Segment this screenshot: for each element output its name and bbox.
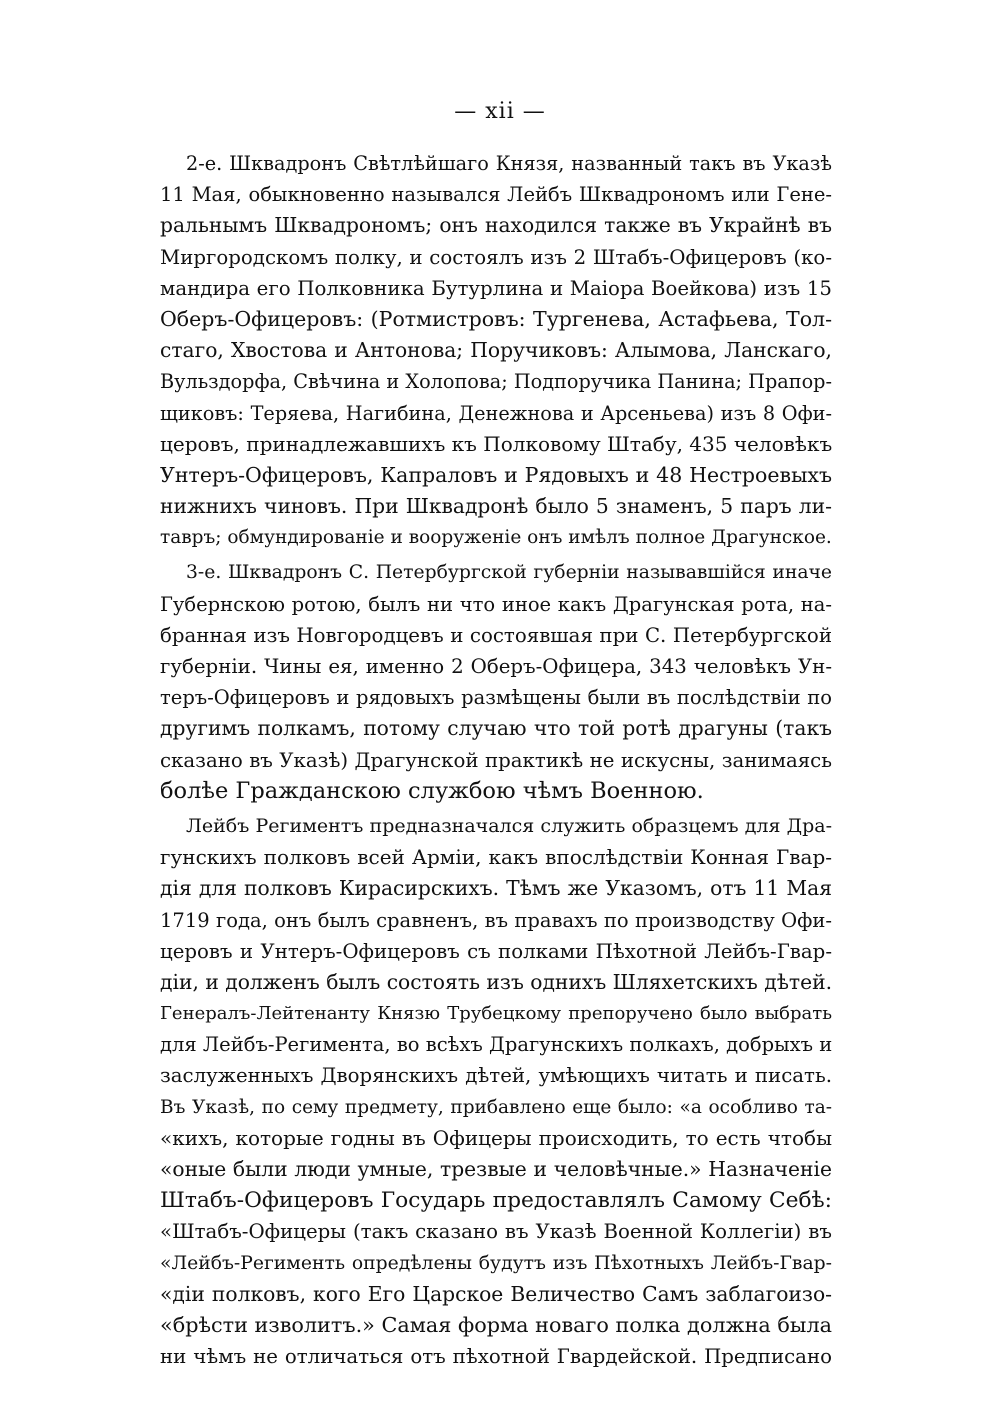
text-line: «діи полковъ, кого Его Царское Величество Самъ заблагоизо- — [160, 1281, 832, 1306]
text-line: для Лейбъ-Регимента, во всѣхъ Драгунскихъ полкахъ, добрыхъ и — [160, 1033, 833, 1057]
text-line: щиковъ: Теряева, Нагибина, Денежнова и Арсеньева) изъ 8 Офи- — [160, 401, 832, 425]
text-line: «кихъ, которые годны въ Офицеры происходить, то есть чтобы — [160, 1125, 832, 1150]
text-line: бранная изъ Новгородцевъ и состоявшая при С. Петербургской — [160, 623, 832, 647]
text-line: сказано въ Указѣ) Драгунской практикѣ не искусны, занимаясь — [160, 748, 832, 772]
paragraph — [160, 557, 832, 807]
text-line: «оные были люди умные, трезвые и человѣчные.» Назначеніе — [160, 1157, 832, 1181]
text-line: губерніи. Чины ея, именно 2 Оберъ-Офицера, 343 человѣкъ Ун- — [160, 655, 832, 678]
text-line: тавръ; обмундированіе и вооруженіе онъ имѣлъ полное Драгунское. — [160, 527, 832, 549]
paragraph — [160, 811, 832, 1372]
paragraph — [160, 148, 832, 553]
text-line: 2-е. Шквадронъ Свѣтлѣйшаго Князя, названный такъ въ Указѣ — [186, 152, 832, 175]
text-line: ральнымъ Шквадрономъ; онъ находился также въ Украйнѣ въ — [160, 213, 832, 238]
text-line: церовъ, принадлежавшихъ къ Полковому Штабу, 435 человѣкъ — [160, 431, 833, 456]
text-line: церовъ и Унтеръ-Офицеровъ съ полками Пѣхотной Лейбъ-Гвар- — [160, 939, 832, 963]
page-number: — xii — — [454, 99, 546, 124]
text-line: теръ-Офицеровъ и рядовыхъ размѣщены были въ послѣдствіи по — [160, 686, 832, 710]
text-line: заслуженныхъ Дворянскихъ дѣтей, умѣющихъ читать и писать. — [160, 1064, 832, 1088]
text-line: болѣе Гражданскою службою чѣмъ Военною. — [160, 777, 704, 804]
text-line: другимъ полкамъ, потому случаю что той ротѣ драгуны (такъ — [160, 716, 832, 741]
text-line: 11 Мая, обыкновенно назывался Лейбъ Шквадрономъ или Гене- — [160, 183, 832, 207]
text-line: Въ Указѣ, по сему предмету, прибавлено еще было: «а особливо та- — [160, 1096, 832, 1118]
text-line: Генералъ-Лейтенанту Князю Трубецкому препоручено было выбрать — [160, 1003, 832, 1025]
text-line: Миргородскомъ полку, и состоялъ изъ 2 Штабъ-Офицеровъ (ко- — [160, 245, 832, 269]
text-line: Штабъ-Офицеровъ Государь предоставлялъ Самому Себѣ: — [160, 1188, 832, 1214]
text-line: дія для полковъ Кирасирскихъ. Тѣмъ же Указомъ, отъ 11 Мая — [160, 876, 832, 901]
text-line: гунскихъ полковъ всей Арміи, какъ впослѣдствіи Конная Гвар- — [160, 845, 832, 870]
text-line: Губернскою ротою, былъ ни что иное какъ Драгунская рота, на- — [160, 592, 832, 616]
text-line: «Штабъ-Офицеры (такъ сказано въ Указѣ Военной Коллегіи) въ — [160, 1220, 832, 1244]
text-line: нижнихъ чиновъ. При Шквадронѣ было 5 знаменъ, 5 паръ ли- — [160, 494, 832, 519]
text-line: «брѣсти изволитъ.» Самая форма новаго полка должна была — [160, 1312, 832, 1337]
text-line: «Лейбъ-Регименть опредѣлены будутъ изъ Пѣхотныхъ Лейбъ-Гвар- — [160, 1252, 832, 1274]
text-line: ни чѣмъ не отличаться отъ пѣхотной Гвардейской. Предписано — [160, 1345, 832, 1369]
text-line: 3-е. Шквадронъ С. Петербургской губерніи называвшійся иначе — [186, 562, 832, 584]
text-line: Вульздорфа, Свѣчина и Холопова; Подпоручика Панина; Прапор- — [160, 370, 832, 394]
text-line: стаго, Хвостова и Антонова; Поручиковъ: Алымова, Ланскаго, — [160, 338, 832, 363]
text-line: Унтеръ-Офицеровъ, Капраловъ и Рядовыхъ и 48 Нестроевыхъ — [160, 462, 832, 487]
text-line: мандира его Полковника Бутурлина и Маіора Воейкова) изъ 15 — [160, 276, 832, 300]
text-line: 1719 года, онъ былъ сравненъ, въ правахъ по производству Офи- — [160, 908, 832, 932]
text-line: Лейбъ Региментъ предназначался служить образцемъ для Дра- — [186, 814, 832, 837]
text-line: Оберъ-Офицеровъ: (Ротмистровъ: Тургенева, Астафьева, Тол- — [160, 306, 832, 331]
body-text — [160, 148, 832, 1372]
text-line: діи, и долженъ былъ состоять изъ однихъ Шляхетскихъ дѣтей. — [160, 969, 833, 994]
